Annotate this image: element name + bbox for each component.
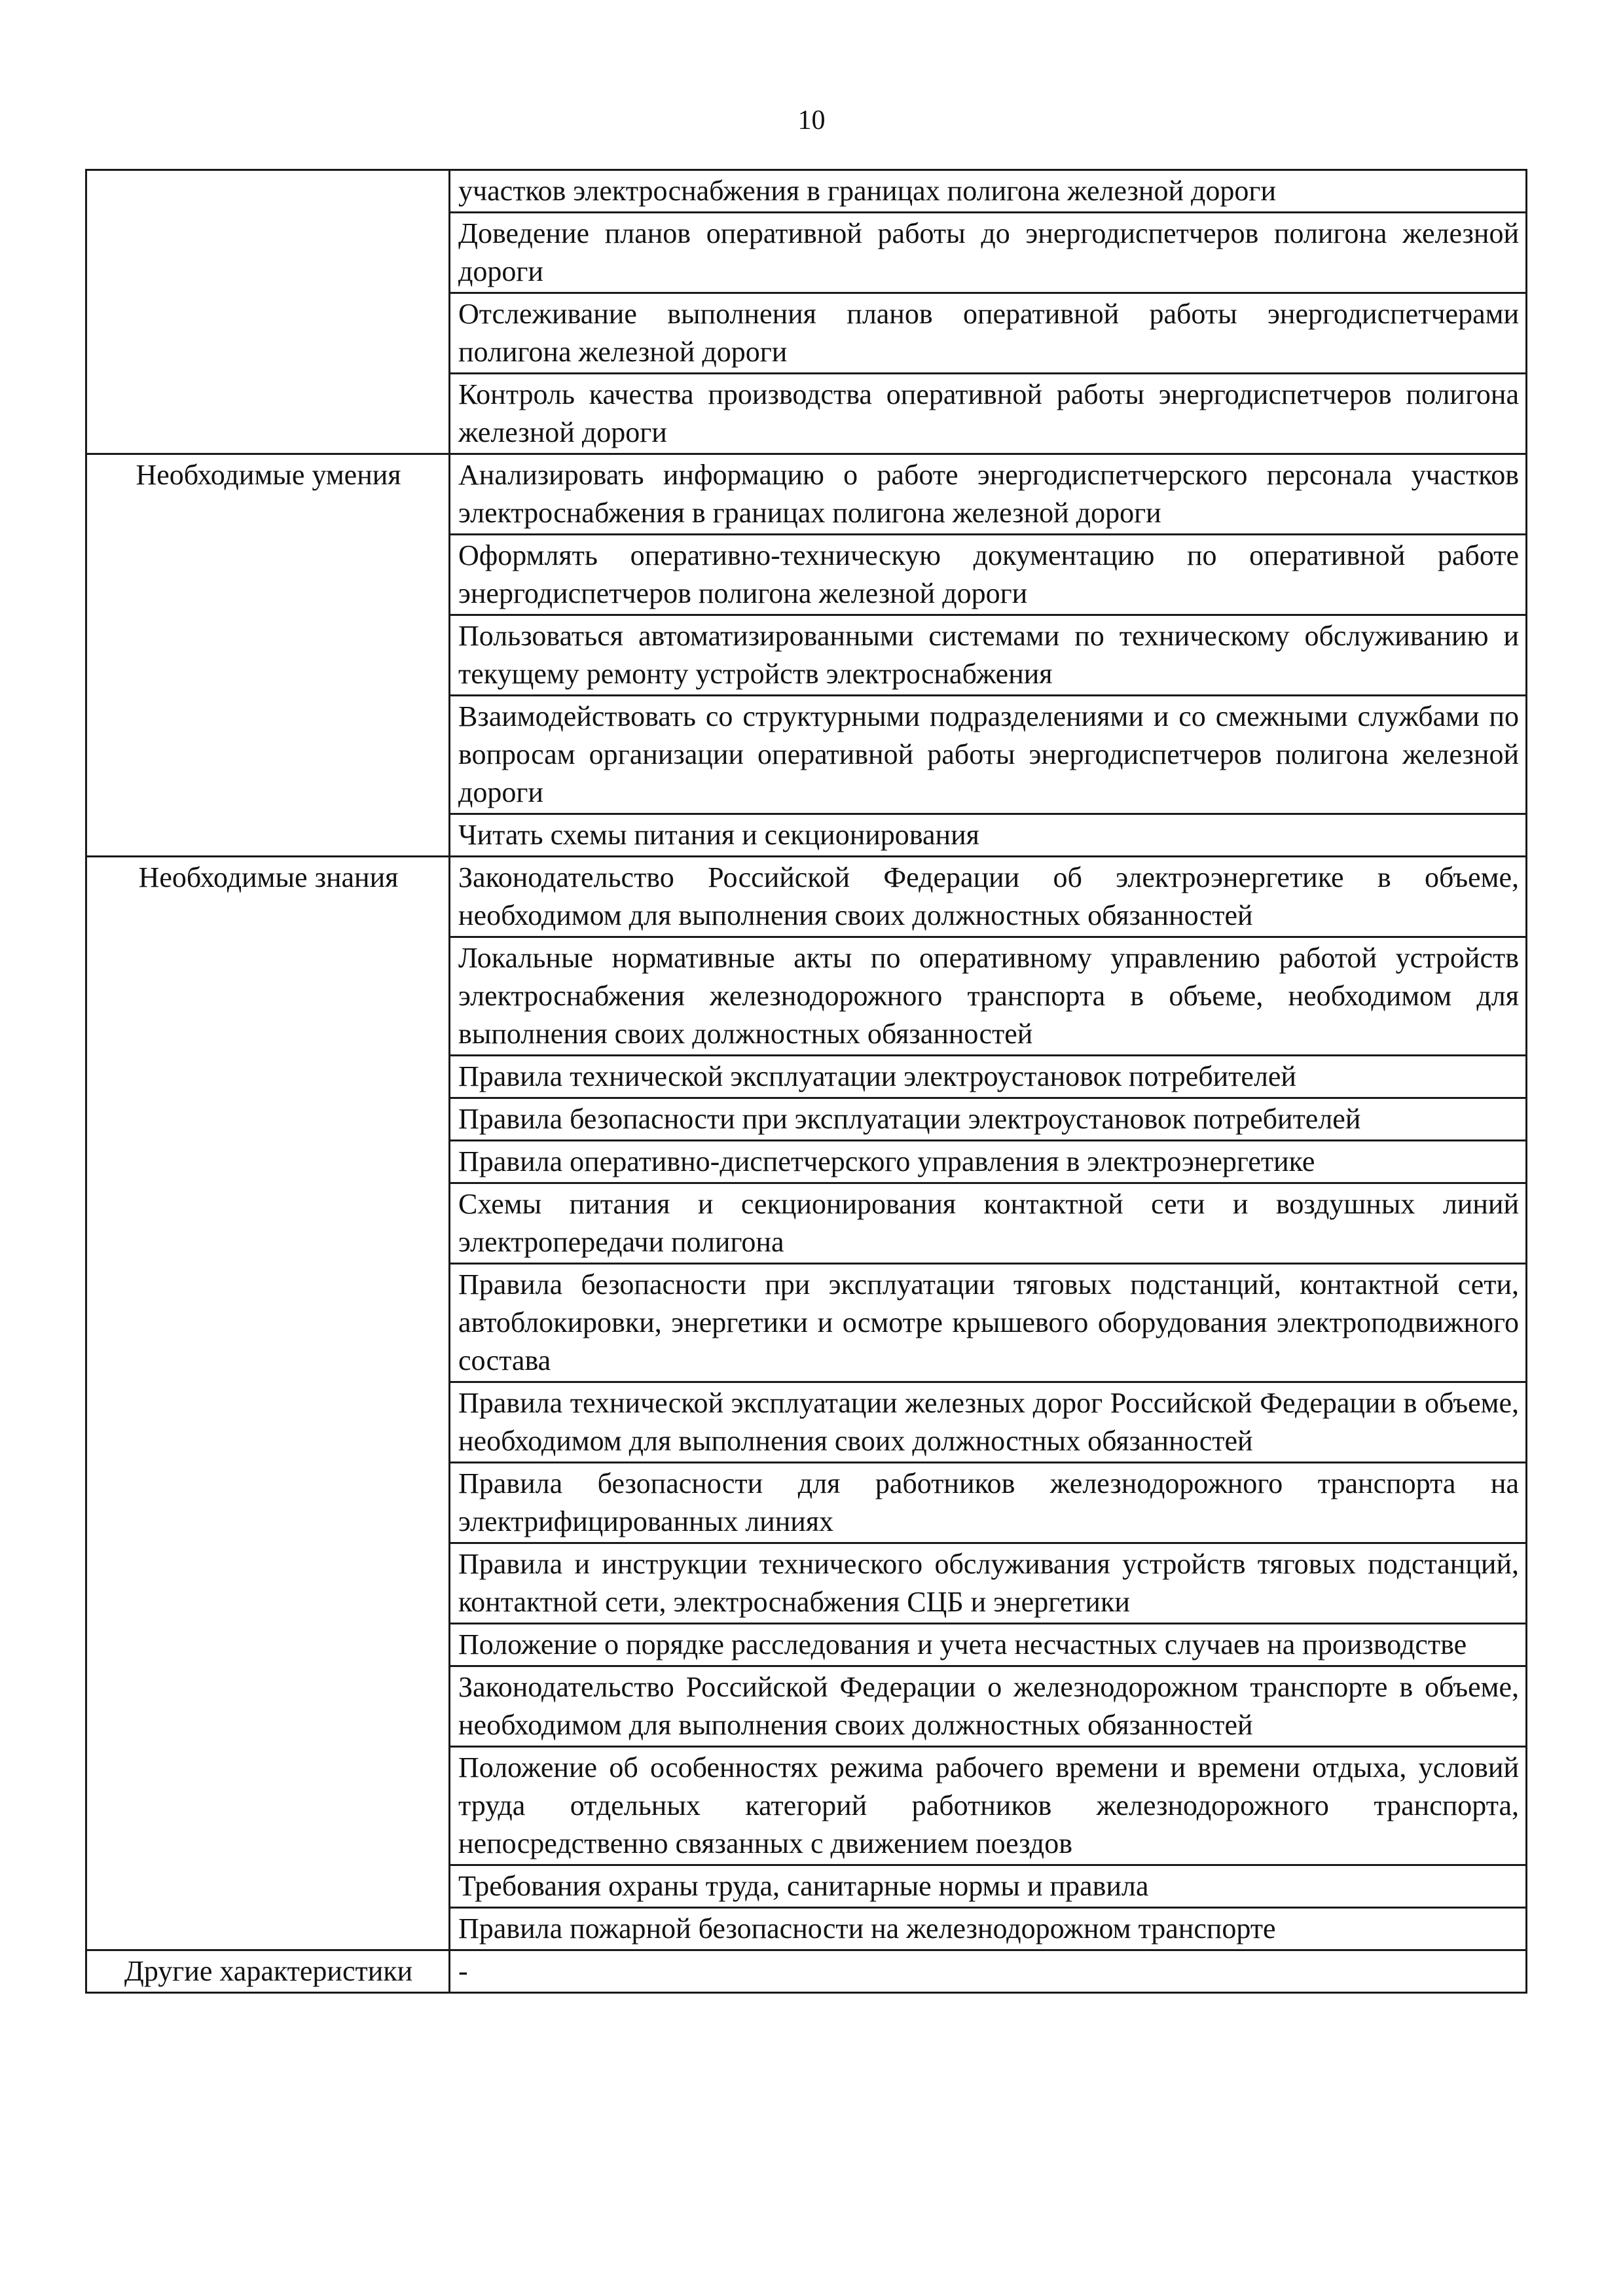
knowledge-item: Правила оперативно-диспетчерского управления в электроэнергетике [450,1141,1527,1183]
table-row [86,1950,1527,1993]
knowledge-item: Схемы питания и секционирования контактной сети и воздушных линий электропередачи полигона [450,1183,1527,1264]
knowledge-item: Правила и инструкции технического обслуживания устройств тяговых подстанций, контактной сети, электроснабжения СЦБ и энергетики [450,1543,1527,1624]
skill-item: Пользоваться автоматизированными системами по техническому обслуживанию и текущему ремонту устройств электроснабжения [450,615,1527,696]
labor-action-item: Отслеживание выполнения планов оперативной работы энергодиспетчерами полигона железной дороги [450,293,1527,374]
table-row [86,857,1527,937]
other-characteristics-value: - [450,1950,1527,1993]
knowledge-item: Законодательство Российской Федерации об электроэнергетике в объеме, необходимом для выполнения своих должностных обязанностей [450,857,1527,937]
page-number: 10 [797,105,826,135]
other-characteristics-label: Другие характеристики [86,1950,450,1993]
skills-label: Необходимые умения [86,454,450,857]
skill-item: Оформлять оперативно-техническую документацию по оперативной работе энергодиспетчеров полигона железной дороги [450,535,1527,615]
knowledge-item: Правила технической эксплуатации железных дорог Российской Федерации в объеме, необходимом для выполнения своих должностных обязанностей [450,1382,1527,1463]
knowledge-item: Правила безопасности при эксплуатации тяговых подстанций, контактной сети, автоблокировки, энергетики и осмотре крышевого оборудования электроподвижного состава [450,1264,1527,1382]
labor-action-item: участков электроснабжения в границах полигона железной дороги [450,170,1527,213]
labor-action-item: Доведение планов оперативной работы до энергодиспетчеров полигона железной дороги [450,213,1527,293]
skill-item: Читать схемы питания и секционирования [450,814,1527,857]
labor-action-item: Контроль качества производства оперативной работы энергодиспетчеров полигона железной дороги [450,374,1527,454]
knowledge-item: Положение об особенностях режима рабочего времени и времени отдыха, условий труда отдельных категорий работников железнодорожного транспорта, непосредственно связанных с движением поездов [450,1747,1527,1865]
knowledge-label: Необходимые знания [86,857,450,1950]
knowledge-item: Правила безопасности для работников железнодорожного транспорта на электрифицированных линиях [450,1463,1527,1543]
knowledge-item: Правила безопасности при эксплуатации электроустановок потребителей [450,1098,1527,1141]
knowledge-item: Правила технической эксплуатации электроустановок потребителей [450,1056,1527,1098]
skill-item: Взаимодействовать со структурными подразделениями и со смежными службами по вопросам организации оперативной работы энергодиспетчеров полигона железной дороги [450,696,1527,814]
continued-label-cell [86,170,450,454]
knowledge-item: Законодательство Российской Федерации о железнодорожном транспорте в объеме, необходимом для выполнения своих должностных обязанностей [450,1666,1527,1747]
skill-item: Анализировать информацию о работе энергодиспетчерского персонала участков электроснабжения в границах полигона железной дороги [450,454,1527,535]
knowledge-item: Требования охраны труда, санитарные нормы и правила [450,1865,1527,1908]
knowledge-item: Локальные нормативные акты по оперативному управлению работой устройств электроснабжения железнодорожного транспорта в объеме, необходимом для выполнения своих должностных обязанностей [450,937,1527,1056]
knowledge-item: Правила пожарной безопасности на железнодорожном транспорте [450,1908,1527,1950]
table-row [86,454,1527,535]
table-row [86,170,1527,213]
job-requirements-table [85,169,1527,1994]
knowledge-item: Положение о порядке расследования и учета несчастных случаев на производстве [450,1624,1527,1666]
